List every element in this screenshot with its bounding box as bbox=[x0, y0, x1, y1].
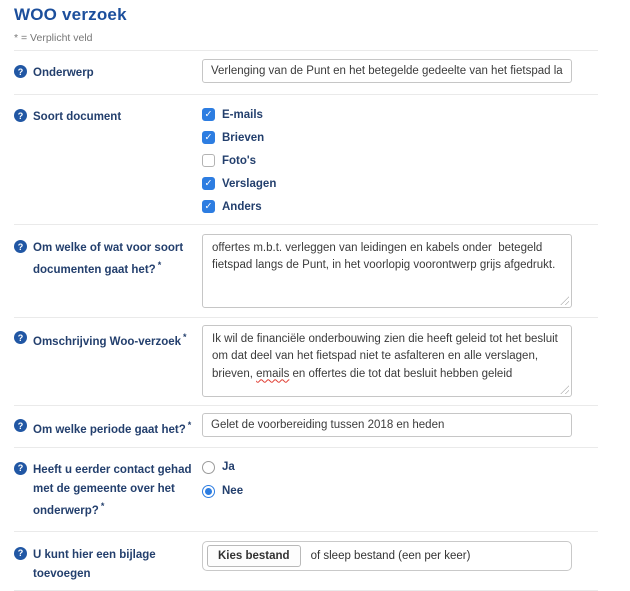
checkbox-label: Brieven bbox=[222, 131, 265, 144]
form-row-eerder-contact bbox=[14, 448, 598, 532]
checkbox-label: Foto's bbox=[222, 154, 257, 167]
checkbox-icon[interactable] bbox=[202, 200, 215, 213]
label-cell-eerder-contact bbox=[14, 456, 202, 521]
textarea-text: Ik wil de financiële onderbouwing zien die heeft geleid tot het besluit om dat deel van het fietspad niet te asfalteren en alle verslagen, brieven, bbox=[212, 333, 562, 380]
field-label-periode bbox=[33, 418, 191, 440]
form-row-periode bbox=[14, 406, 598, 448]
control-cell-bijlage bbox=[202, 541, 598, 571]
radio-ja[interactable] bbox=[202, 461, 572, 474]
radio-icon[interactable] bbox=[202, 461, 215, 474]
textarea-text: en offertes die tot dat besluit hebben geleid bbox=[289, 367, 513, 380]
onderwerp-input[interactable] bbox=[202, 59, 572, 83]
label-cell-onderwerp bbox=[14, 59, 202, 83]
radio-icon[interactable] bbox=[202, 485, 215, 498]
eerder-contact-radio-group bbox=[202, 456, 598, 500]
required-note: * = Verplicht veld bbox=[14, 32, 598, 51]
resize-handle-icon[interactable] bbox=[560, 296, 569, 305]
field-label-text: Om welke of wat voor soort documenten gaat het? bbox=[33, 242, 184, 276]
help-icon[interactable]: ? bbox=[14, 331, 27, 344]
field-label-soort-documenten bbox=[33, 239, 192, 280]
checkbox-icon[interactable] bbox=[202, 177, 215, 190]
required-asterisk: * bbox=[187, 420, 192, 430]
control-cell-periode bbox=[202, 413, 598, 437]
required-asterisk: * bbox=[157, 259, 162, 270]
soort-document-checkbox-group bbox=[202, 103, 598, 215]
help-icon[interactable]: ? bbox=[14, 462, 27, 475]
choose-file-button[interactable]: Kies bestand bbox=[207, 545, 301, 567]
checkbox-icon[interactable] bbox=[202, 108, 215, 121]
help-icon[interactable]: ? bbox=[14, 547, 27, 560]
help-icon[interactable]: ? bbox=[14, 419, 27, 432]
checkbox-label: Anders bbox=[222, 200, 262, 213]
checkbox-brieven[interactable] bbox=[202, 131, 572, 144]
field-label-onderwerp: Onderwerp bbox=[33, 67, 94, 79]
checkbox-icon[interactable] bbox=[202, 131, 215, 144]
form-row-onderwerp bbox=[14, 51, 598, 95]
field-label-text: Om welke periode gaat het? bbox=[33, 423, 186, 436]
help-icon[interactable]: ? bbox=[14, 240, 27, 253]
radio-label: Ja bbox=[222, 461, 235, 474]
omschrijving-textarea[interactable] bbox=[202, 325, 572, 397]
label-cell-bijlage bbox=[14, 541, 202, 584]
radio-nee[interactable] bbox=[202, 485, 572, 498]
file-dropzone[interactable] bbox=[202, 541, 572, 571]
textarea-text: offertes m.b.t. verleggen van leidingen en kabels onder betegeld fietspad langs de Punt, in het voorlopig voorontwerp grijs afgedrukt. bbox=[212, 242, 556, 272]
form-row-omschrijving bbox=[14, 318, 598, 406]
form-row-soort-documenten bbox=[14, 225, 598, 318]
checkbox-anders[interactable] bbox=[202, 200, 572, 213]
required-asterisk: * bbox=[183, 332, 187, 342]
field-label-text: Heeft u eerder contact gehad met de gemeente over het onderwerp? bbox=[33, 463, 192, 517]
misspelled-word: emails bbox=[256, 367, 290, 380]
control-cell-omschrijving bbox=[202, 325, 598, 397]
checkbox-emails[interactable] bbox=[202, 108, 572, 121]
field-label-omschrijving bbox=[33, 330, 187, 352]
control-cell-soort-documenten bbox=[202, 234, 598, 308]
label-cell-omschrijving bbox=[14, 325, 202, 352]
radio-label: Nee bbox=[222, 485, 244, 498]
control-cell-onderwerp bbox=[202, 59, 598, 83]
help-icon[interactable]: ? bbox=[14, 65, 27, 78]
form-row-bijlage bbox=[14, 532, 598, 591]
upload-hint: of sleep bestand (een per keer) bbox=[310, 549, 471, 562]
checkbox-fotos[interactable] bbox=[202, 154, 572, 167]
field-label-eerder-contact bbox=[33, 461, 192, 521]
form-row-soort-document bbox=[14, 95, 598, 225]
resize-handle-icon[interactable] bbox=[560, 385, 569, 394]
soort-documenten-textarea[interactable] bbox=[202, 234, 572, 308]
field-label-soort-document: Soort document bbox=[33, 111, 122, 123]
label-cell-soort-documenten bbox=[14, 234, 202, 280]
help-icon[interactable]: ? bbox=[14, 109, 27, 122]
checkbox-verslagen[interactable] bbox=[202, 177, 572, 190]
periode-input[interactable] bbox=[202, 413, 572, 437]
checkbox-icon[interactable] bbox=[202, 154, 215, 167]
label-cell-periode bbox=[14, 413, 202, 440]
required-asterisk: * bbox=[100, 500, 105, 511]
checkbox-label: Verslagen bbox=[222, 177, 277, 190]
checkbox-label: E-mails bbox=[222, 108, 263, 121]
label-cell-soort-document bbox=[14, 103, 202, 127]
page-title: WOO verzoek bbox=[14, 5, 127, 24]
field-label-text: Omschrijving Woo-verzoek bbox=[33, 335, 182, 348]
field-label-bijlage: U kunt hier een bijlage toevoegen bbox=[33, 548, 156, 580]
